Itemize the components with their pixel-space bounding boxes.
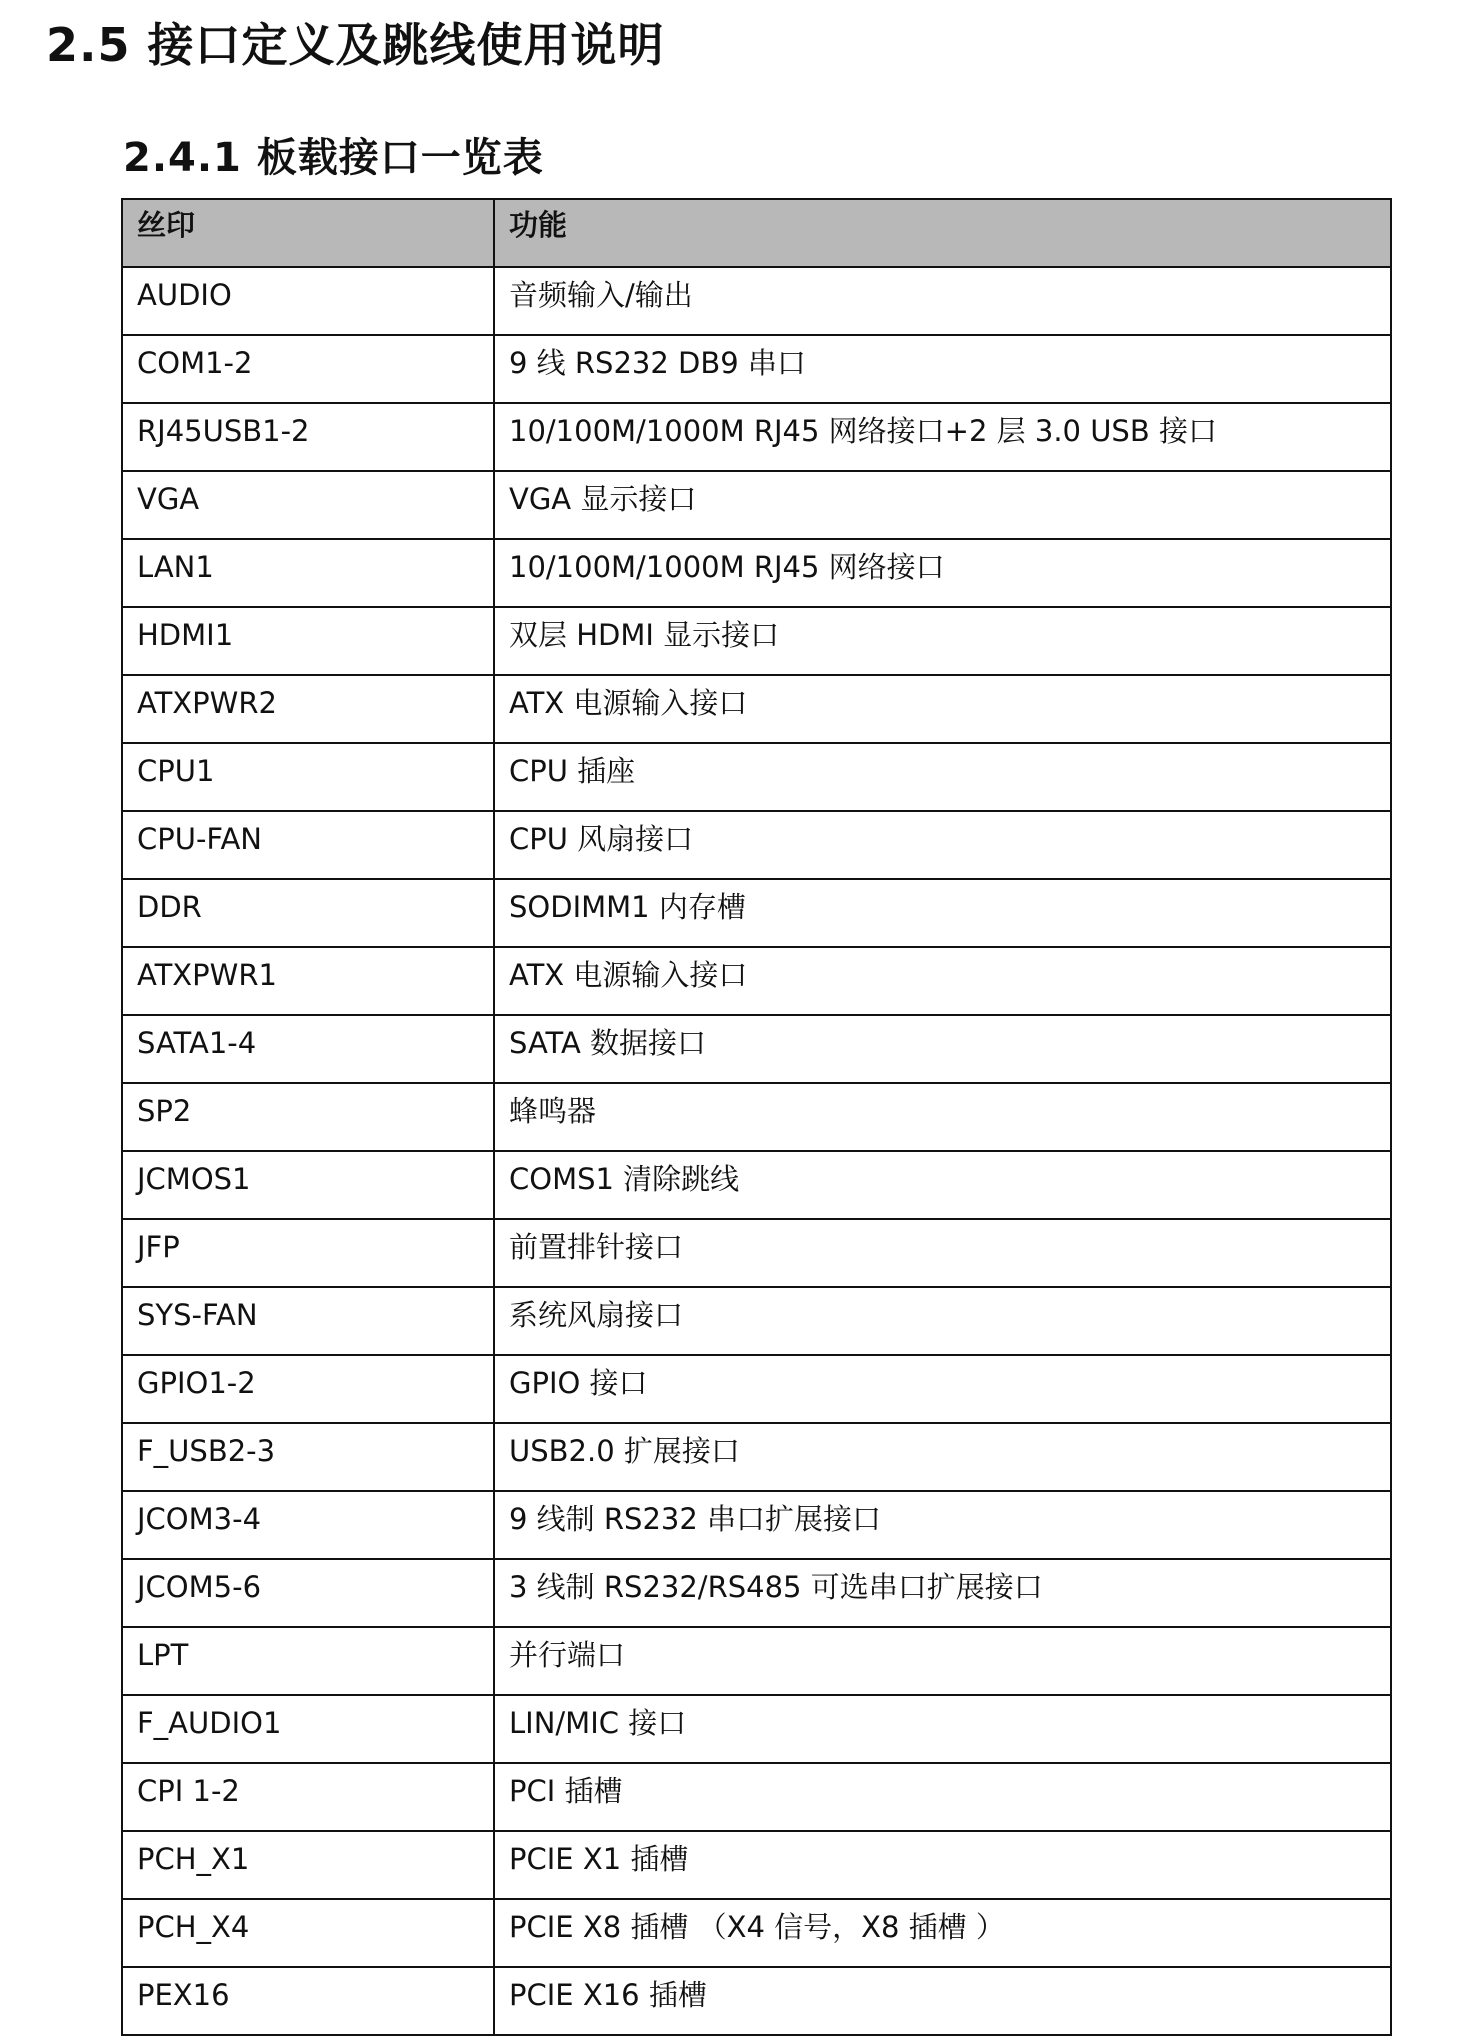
table-row: [122, 879, 1391, 947]
silkscreen-cell: ATXPWR1: [122, 947, 494, 1015]
table-row: [122, 471, 1391, 539]
function-cell: 系统风扇接口: [494, 1287, 1391, 1355]
table-row: [122, 1423, 1391, 1491]
table-row: [122, 947, 1391, 1015]
silkscreen-cell: LAN1: [122, 539, 494, 607]
silkscreen-cell: SP2: [122, 1083, 494, 1151]
table-row: [122, 1559, 1391, 1627]
silkscreen-cell: CPU-FAN: [122, 811, 494, 879]
silkscreen-cell: F_USB2-3: [122, 1423, 494, 1491]
table-row: [122, 1151, 1391, 1219]
function-cell: ATX 电源输入接口: [494, 947, 1391, 1015]
silkscreen-cell: GPIO1-2: [122, 1355, 494, 1423]
function-cell: 3 线制 RS232/RS485 可选串口扩展接口: [494, 1559, 1391, 1627]
silkscreen-cell: SYS-FAN: [122, 1287, 494, 1355]
function-cell: VGA 显示接口: [494, 471, 1391, 539]
function-cell: USB2.0 扩展接口: [494, 1423, 1391, 1491]
silkscreen-cell: CPI 1-2: [122, 1763, 494, 1831]
silkscreen-cell: F_AUDIO1: [122, 1695, 494, 1763]
table-row: [122, 1491, 1391, 1559]
function-cell: PCIE X1 插槽: [494, 1831, 1391, 1899]
silkscreen-cell: SATA1-4: [122, 1015, 494, 1083]
function-cell: 10/100M/1000M RJ45 网络接口: [494, 539, 1391, 607]
silkscreen-cell: PEX16: [122, 1967, 494, 2035]
silkscreen-cell: JCOM5-6: [122, 1559, 494, 1627]
table-row: [122, 1219, 1391, 1287]
table-row: [122, 403, 1391, 471]
table-header-row: [122, 199, 1391, 267]
table-row: [122, 743, 1391, 811]
function-cell: 蜂鸣器: [494, 1083, 1391, 1151]
table-row: [122, 1899, 1391, 1967]
function-cell: GPIO 接口: [494, 1355, 1391, 1423]
table-row: [122, 1015, 1391, 1083]
function-cell: LIN/MIC 接口: [494, 1695, 1391, 1763]
table-row: [122, 607, 1391, 675]
function-cell: PCI 插槽: [494, 1763, 1391, 1831]
table-row: [122, 1355, 1391, 1423]
silkscreen-cell: CPU1: [122, 743, 494, 811]
table-row: [122, 1831, 1391, 1899]
silkscreen-cell: LPT: [122, 1627, 494, 1695]
function-cell: PCIE X16 插槽: [494, 1967, 1391, 2035]
silkscreen-cell: JCMOS1: [122, 1151, 494, 1219]
function-cell: PCIE X8 插槽 （X4 信号，X8 插槽 ）: [494, 1899, 1391, 1967]
function-cell: 双层 HDMI 显示接口: [494, 607, 1391, 675]
table-row: [122, 335, 1391, 403]
interface-table: [121, 198, 1392, 2036]
table-row: [122, 1763, 1391, 1831]
function-cell: 9 线 RS232 DB9 串口: [494, 335, 1391, 403]
table-row: [122, 1083, 1391, 1151]
function-cell: 9 线制 RS232 串口扩展接口: [494, 1491, 1391, 1559]
function-cell: 音频输入/输出: [494, 267, 1391, 335]
subsection-title: 2.4.1 板载接口一览表: [123, 135, 544, 181]
header-function: 功能: [494, 199, 1391, 267]
header-silkscreen: 丝印: [122, 199, 494, 267]
table-row: [122, 811, 1391, 879]
function-cell: SATA 数据接口: [494, 1015, 1391, 1083]
function-cell: 10/100M/1000M RJ45 网络接口+2 层 3.0 USB 接口: [494, 403, 1391, 471]
function-cell: CPU 插座: [494, 743, 1391, 811]
silkscreen-cell: JFP: [122, 1219, 494, 1287]
function-cell: COMS1 清除跳线: [494, 1151, 1391, 1219]
table-body: [122, 267, 1391, 2035]
silkscreen-cell: COM1-2: [122, 335, 494, 403]
silkscreen-cell: PCH_X4: [122, 1899, 494, 1967]
table-row: [122, 1287, 1391, 1355]
table-row: [122, 1695, 1391, 1763]
section-title: 2.5 接口定义及跳线使用说明: [46, 18, 665, 72]
table-row: [122, 267, 1391, 335]
table-row: [122, 539, 1391, 607]
silkscreen-cell: HDMI1: [122, 607, 494, 675]
silkscreen-cell: JCOM3-4: [122, 1491, 494, 1559]
silkscreen-cell: RJ45USB1-2: [122, 403, 494, 471]
table-row: [122, 1967, 1391, 2035]
silkscreen-cell: AUDIO: [122, 267, 494, 335]
function-cell: ATX 电源输入接口: [494, 675, 1391, 743]
silkscreen-cell: VGA: [122, 471, 494, 539]
function-cell: SODIMM1 内存槽: [494, 879, 1391, 947]
function-cell: 前置排针接口: [494, 1219, 1391, 1287]
table-row: [122, 675, 1391, 743]
function-cell: CPU 风扇接口: [494, 811, 1391, 879]
table-row: [122, 1627, 1391, 1695]
function-cell: 并行端口: [494, 1627, 1391, 1695]
silkscreen-cell: PCH_X1: [122, 1831, 494, 1899]
silkscreen-cell: ATXPWR2: [122, 675, 494, 743]
silkscreen-cell: DDR: [122, 879, 494, 947]
